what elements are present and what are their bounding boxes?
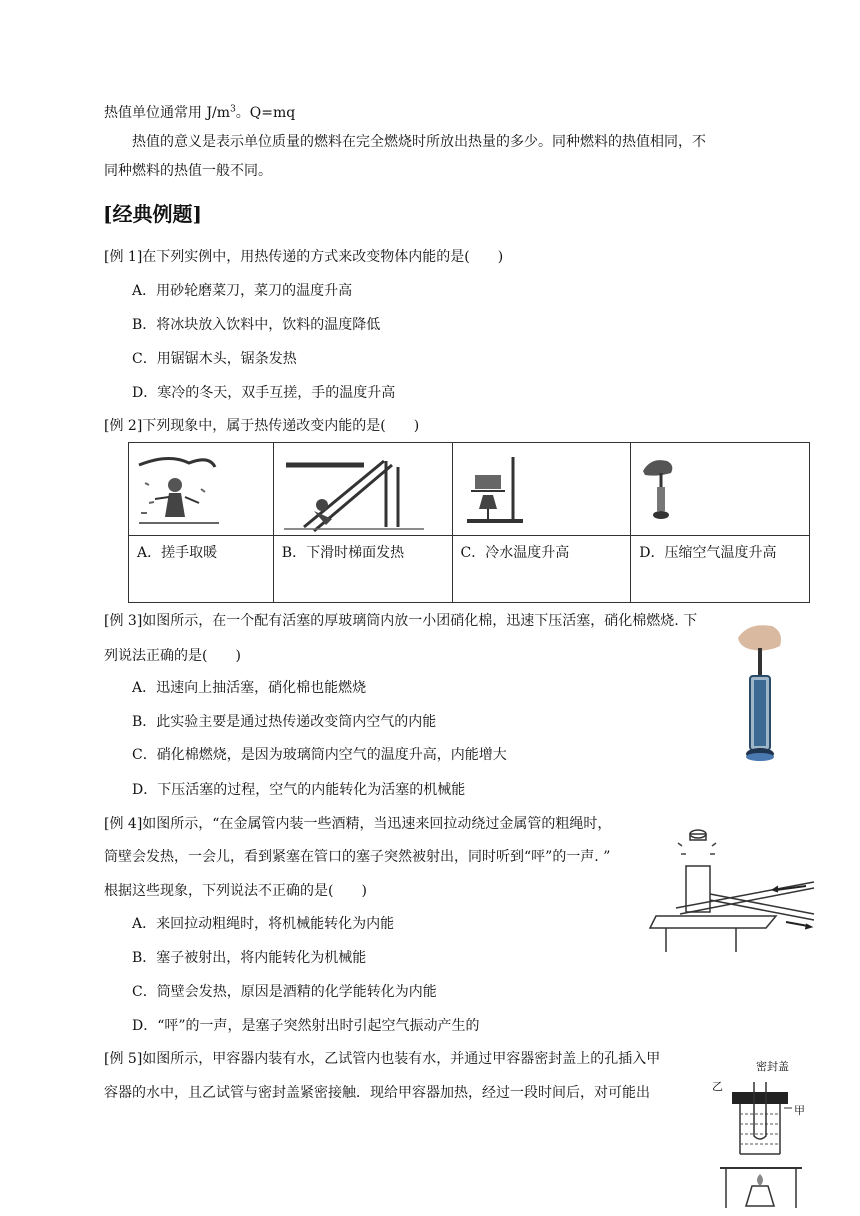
unit-superscript: 3 xyxy=(230,104,236,115)
ex4-question-line-1: [例 4]如图所示，“在金属管内装一些酒精，当迅速来回拉动绕过金属管的粗绳时， xyxy=(104,816,612,832)
meaning-line-1: 热值的意义是表示单位质量的燃料在完全燃烧时所放出热量的多少。同种燃料的热值相同，不 xyxy=(132,134,706,150)
ex2-pic-d-cell xyxy=(631,443,810,536)
ex4-question-line-2: 筒壁会发热，一会儿，看到紧塞在管口的塞子突然被射出，同时听到“呯”的一声. ” xyxy=(104,849,611,865)
ex2-pic-b-cell xyxy=(273,443,452,536)
ex2-pic-c-cell xyxy=(452,443,631,536)
ex5-question-line-2: 容器的水中，且乙试管与密封盖紧密接触．现给甲容器加热，经过一段时间后，对可能出 xyxy=(104,1085,650,1101)
ex4-option-a: A．来回拉动粗绳时，将机械能转化为内能 xyxy=(132,916,395,932)
ex2-options-table xyxy=(128,442,810,603)
container-heating-figure xyxy=(706,1062,816,1212)
ex2-cap-d-cell xyxy=(631,536,810,603)
ex4-option-b: B．塞子被射出，将内能转化为机械能 xyxy=(132,950,367,966)
ex4-option-c: C．筒壁会发热，原因是酒精的化学能转化为内能 xyxy=(132,984,437,1000)
ex2-option-d: D．压缩空气温度升高 xyxy=(639,545,777,561)
piston-cylinder-figure xyxy=(728,618,788,768)
section-heading: [经典例题] xyxy=(103,202,202,226)
ex5-question-line-1: [例 5]如图所示，甲容器内装有水，乙试管内也装有水，并通过甲容器密封盖上的孔插入甲 xyxy=(104,1051,661,1067)
ex3-option-b: B．此实验主要是通过热传递改变筒内空气的内能 xyxy=(132,714,437,730)
ex4-question-line-3: 根据这些现象，下列说法不正确的是( ) xyxy=(104,883,367,899)
hand-rubbing-illustration xyxy=(129,443,273,535)
ex1-option-d: D．寒冷的冬天，双手互搓，手的温度升高 xyxy=(132,385,396,401)
ex2-cap-a-cell xyxy=(129,536,274,603)
meaning-line-2: 同种燃料的热值一般不同。 xyxy=(104,163,272,179)
slide-illustration xyxy=(274,443,452,535)
label-yi: 乙 xyxy=(712,1080,723,1093)
ex3-option-c: C．硝化棉燃烧，是因为玻璃筒内空气的温度升高，内能增大 xyxy=(132,747,507,763)
ex2-pic-a-cell xyxy=(129,443,274,536)
ex3-question-line-1: [例 3]如图所示，在一个配有活塞的厚玻璃筒内放一小团硝化棉，迅速下压活塞，硝化棉燃烧. 下 xyxy=(104,613,698,629)
heating-water-illustration xyxy=(453,443,631,535)
unit-suffix: 。Q=mq xyxy=(235,105,296,121)
metal-tube-rope-figure xyxy=(646,824,818,960)
ex2-option-b: B．下滑时梯面发热 xyxy=(281,545,405,561)
unit-prefix: 热值单位通常用 J/m xyxy=(104,105,231,121)
ex3-question-line-2: 列说法正确的是( ) xyxy=(104,648,241,664)
ex2-question: [例 2]下列现象中，属于热传递改变内能的是( ) xyxy=(104,418,420,434)
heat-value-unit-line xyxy=(104,103,295,123)
ex2-option-c: C．冷水温度升高 xyxy=(460,545,570,561)
ex2-cap-c-cell xyxy=(452,536,631,603)
ex1-question: [例 1]在下列实例中，用热传递的方式来改变物体内能的是( ) xyxy=(104,249,504,265)
ex1-option-a: A．用砂轮磨菜刀，菜刀的温度升高 xyxy=(132,283,353,299)
compress-air-illustration xyxy=(631,443,809,535)
ex2-cap-b-cell xyxy=(273,536,452,603)
ex3-option-d: D．下压活塞的过程，空气的内能转化为活塞的机械能 xyxy=(132,782,466,798)
label-jia: 甲 xyxy=(794,1104,805,1117)
label-sealed-lid: 密封盖 xyxy=(756,1060,789,1073)
ex1-option-b: B．将冰块放入饮料中，饮料的温度降低 xyxy=(132,317,381,333)
ex2-option-a: A．搓手取暖 xyxy=(137,545,218,561)
ex1-option-c: C．用锯锯木头，锯条发热 xyxy=(132,351,297,367)
ex3-option-a: A．迅速向上抽活塞，硝化棉也能燃烧 xyxy=(132,680,367,696)
ex4-option-d: D．“呯”的一声，是塞子突然射出时引起空气振动产生的 xyxy=(132,1018,480,1034)
